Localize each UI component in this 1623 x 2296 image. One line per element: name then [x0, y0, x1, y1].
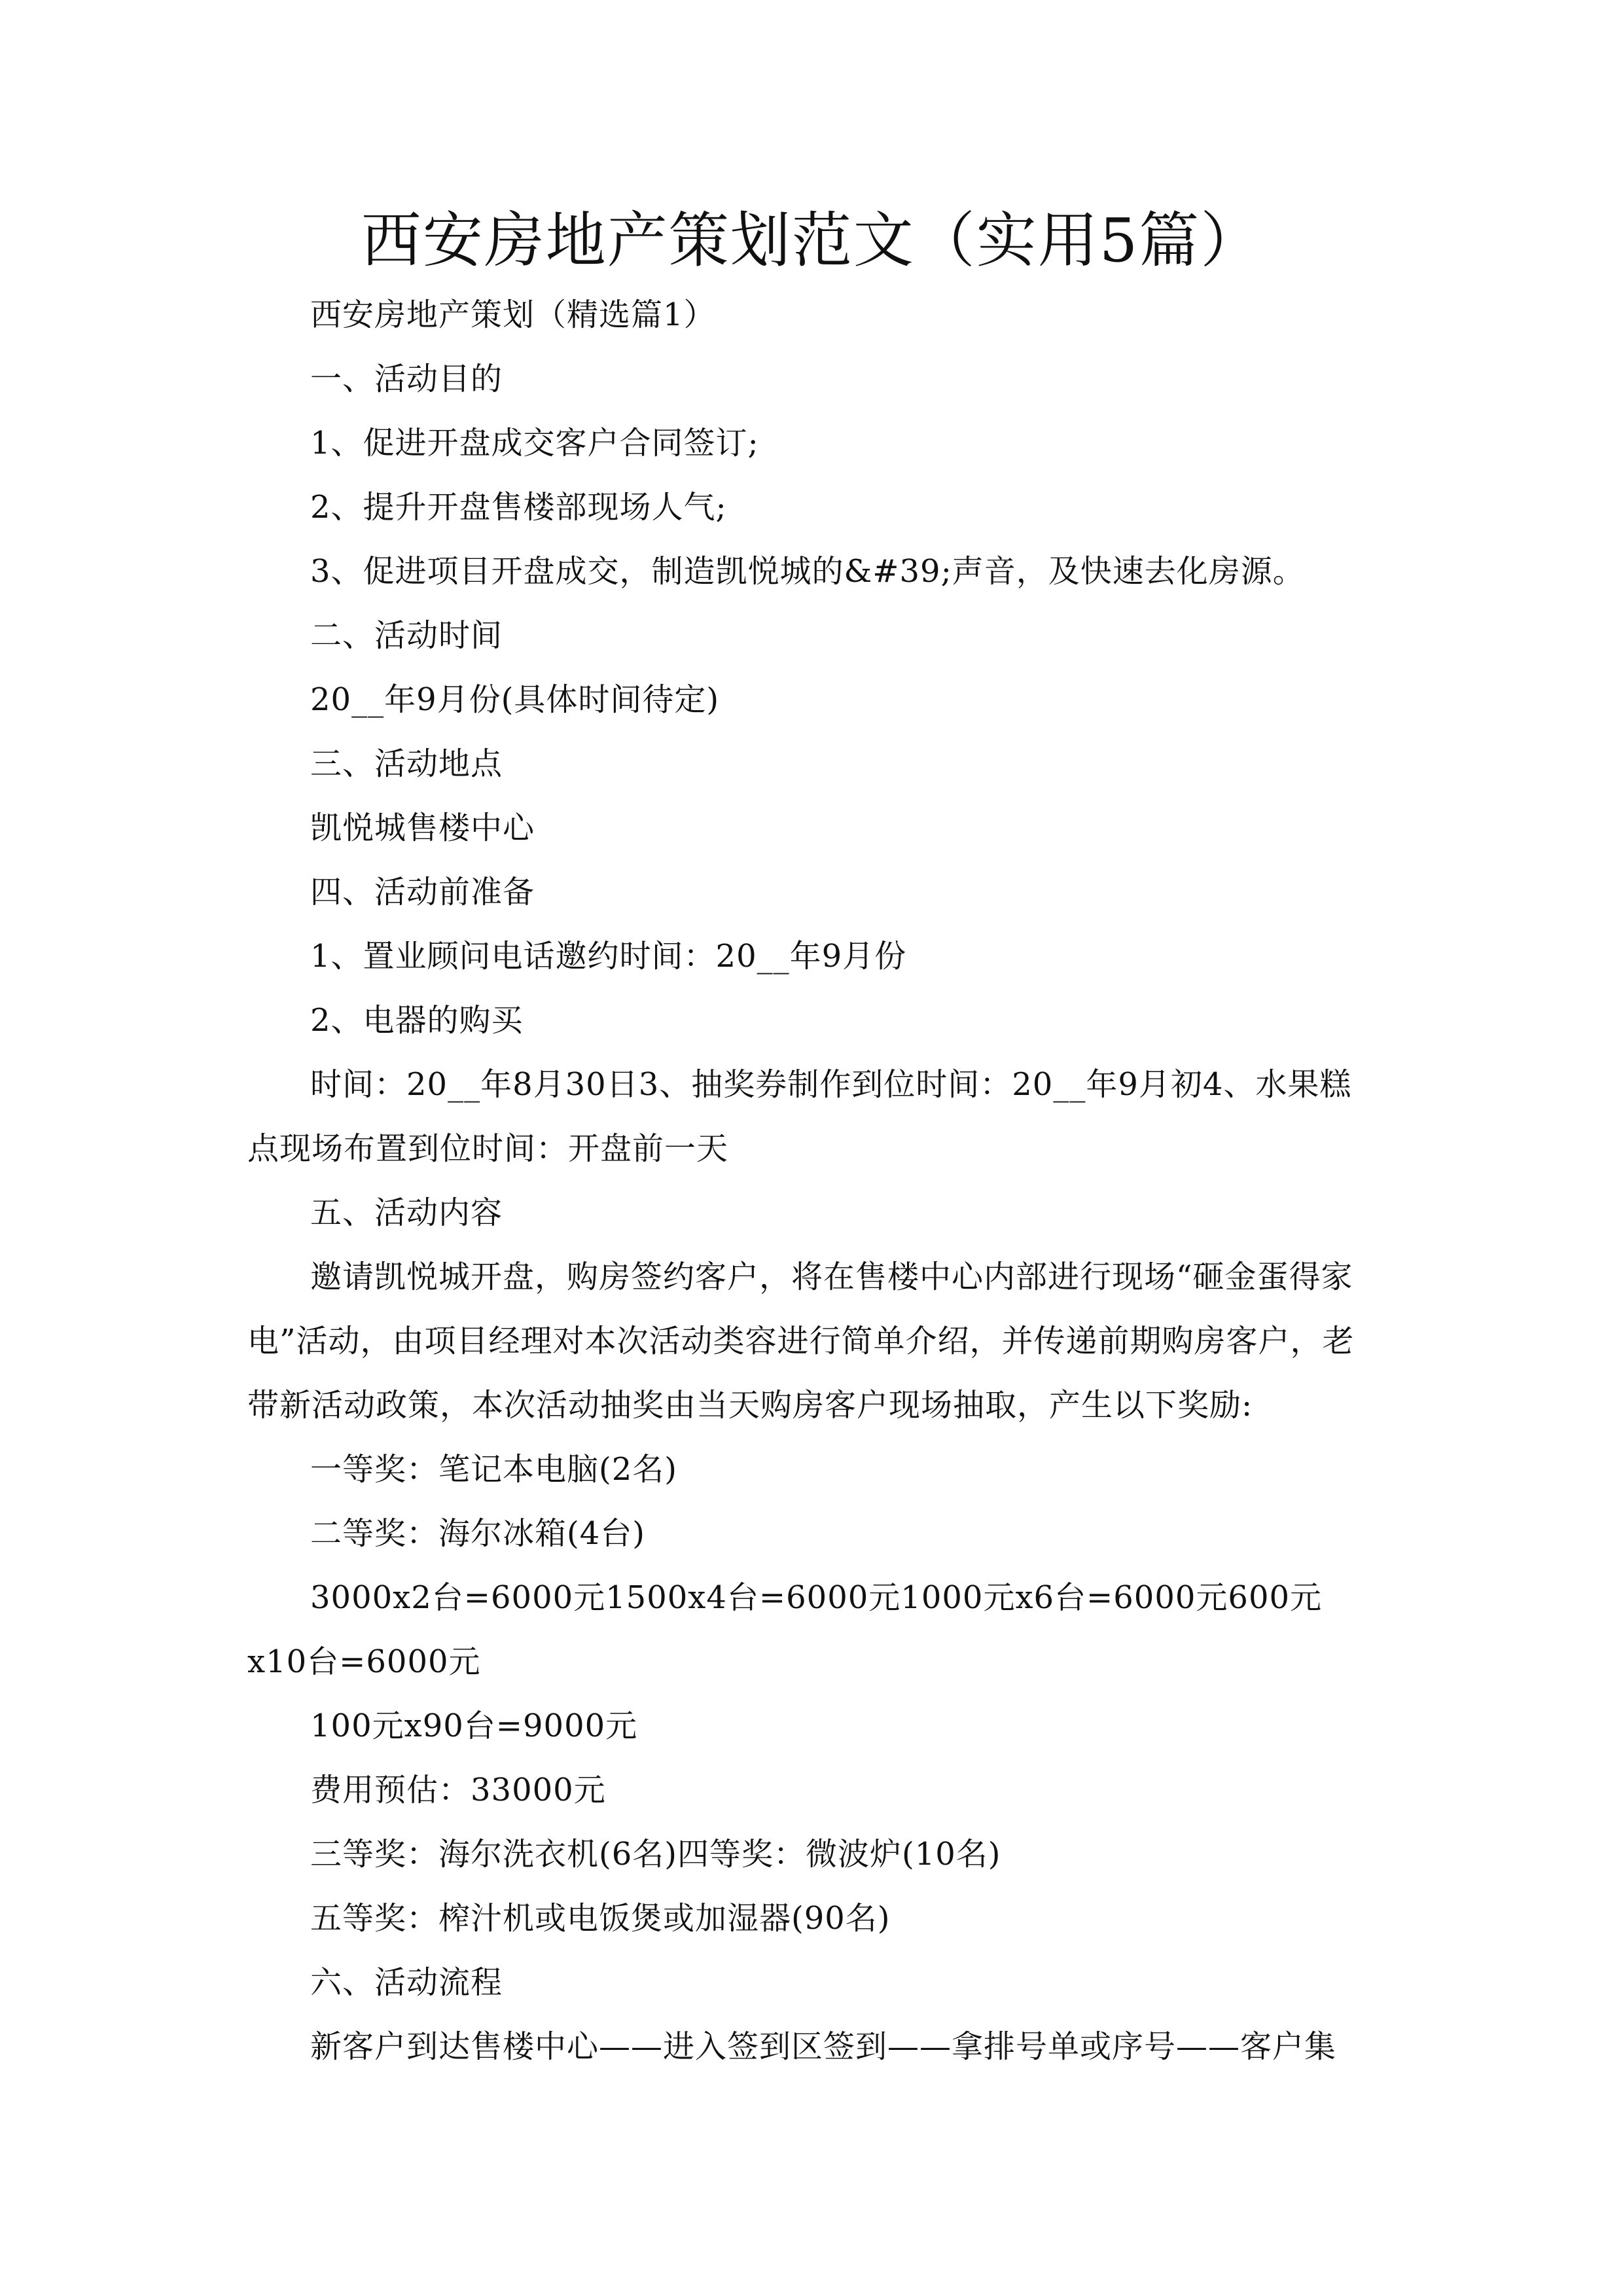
prize-cost-calculation: 3000x2台=6000元1500x4台=6000元1000元x6台=6000元600元x10台=6000元 — [247, 1579, 1323, 1680]
preparation-item-2: 2、电器的购买 — [310, 1002, 524, 1039]
preparation-item-1: 1、置业顾问电话邀约时间：20__年9月份 — [310, 938, 907, 975]
prize-third-fourth: 三等奖：海尔洗衣机(6名)四等奖：微波炉(10名) — [310, 1836, 1001, 1873]
heading-time: 二、活动时间 — [310, 617, 503, 654]
prize-first: 一等奖：笔记本电脑(2名) — [310, 1451, 677, 1488]
heading-process: 六、活动流程 — [310, 1964, 503, 2001]
prize-cost-extra: 100元x90台=9000元 — [310, 1708, 638, 1744]
prize-second: 二等奖：海尔冰箱(4台) — [310, 1515, 645, 1552]
purpose-item-2: 2、提升开盘售楼部现场人气; — [310, 489, 727, 526]
heading-preparation: 四、活动前准备 — [310, 874, 535, 910]
cost-estimate: 费用预估：33000元 — [310, 1772, 606, 1808]
purpose-item-3: 3、促进项目开盘成交，制造凯悦城的&#39;声音，及快速去化房源。 — [310, 553, 1305, 590]
purpose-item-1: 1、促进开盘成交客户合同签订; — [310, 425, 759, 461]
preparation-schedule: 时间：20__年8月30日3、抽奖券制作到位时间：20__年9月初4、水果糕点现场布置到位时间：开盘前一天 — [247, 1066, 1352, 1167]
time-text: 20__年9月份(具体时间待定) — [310, 681, 720, 718]
content-text: 邀请凯悦城开盘，购房签约客户，将在售楼中心内部进行现场“砸金蛋得家电”活动，由项目经理对本次活动类容进行简单介绍，并传递前期购房客户，老带新活动政策，本次活动抽奖由当天购房客户现场抽取，产生以下奖励: — [247, 1259, 1355, 1424]
prize-fifth: 五等奖：榨汁机或电饭煲或加湿器(90名) — [310, 1900, 891, 1937]
location-text: 凯悦城售楼中心 — [310, 810, 535, 846]
section-heading: 西安房地产策划（精选篇1） — [310, 296, 716, 333]
document-title: 西安房地产策划范文（实用5篇） — [361, 206, 1262, 276]
heading-content: 五、活动内容 — [310, 1194, 503, 1231]
heading-location: 三、活动地点 — [310, 745, 503, 782]
process-text: 新客户到达售楼中心——进入签到区签到——拿排号单或序号——客户集 — [310, 2028, 1337, 2065]
heading-purpose: 一、活动目的 — [310, 361, 503, 397]
document-body — [247, 283, 1378, 2079]
